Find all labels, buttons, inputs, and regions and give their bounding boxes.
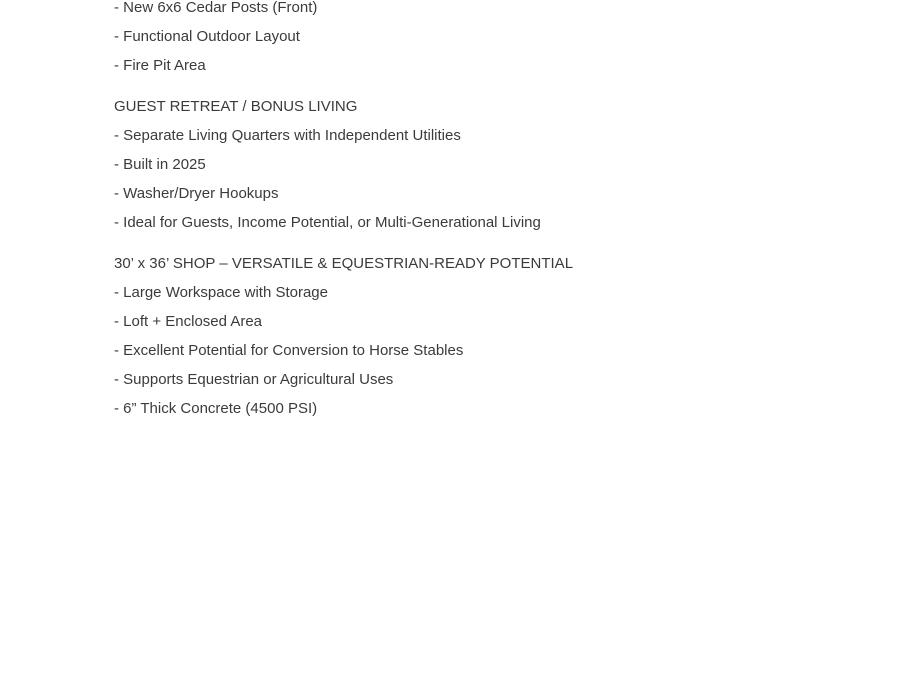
bullet-item: - Loft + Enclosed Area [114, 313, 263, 330]
bullet-item: - Washer/Dryer Hookups [114, 185, 279, 202]
bullet-item: - Large Workspace with Storage [114, 284, 328, 301]
section-heading: 30’ x 36’ SHOP – VERSATILE & EQUESTRIAN-READY POTENTIAL [114, 255, 574, 272]
bullet-item: - Supports Equestrian or Agricultural Uses [114, 371, 394, 388]
section-heading: GUEST RETREAT / BONUS LIVING [114, 98, 358, 115]
bullet-item: - Built in 2025 [114, 156, 206, 173]
bullet-item: - Ideal for Guests, Income Potential, or Multi-Generational Living [114, 214, 541, 231]
bullet-item: - Fire Pit Area [114, 57, 206, 74]
bullet-item: - New 6x6 Cedar Posts (Front) [114, 0, 318, 16]
bullet-item: - Separate Living Quarters with Independent Utilities [114, 127, 461, 144]
listing-description [114, 0, 874, 423]
bullet-item: - Excellent Potential for Conversion to Horse Stables [114, 342, 464, 359]
bullet-item: - 6” Thick Concrete (4500 PSI) [114, 400, 318, 417]
bullet-item: - Functional Outdoor Layout [114, 28, 300, 45]
